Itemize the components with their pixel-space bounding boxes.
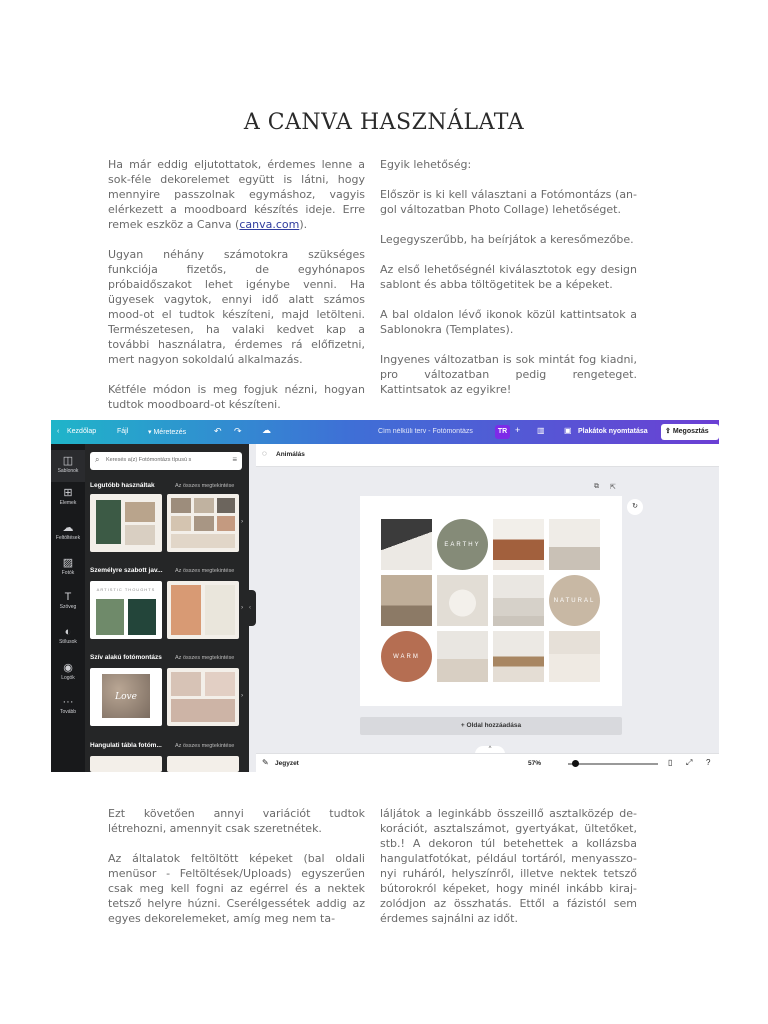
paragraph: Egyik lehetőség: bbox=[380, 158, 472, 171]
cloud-save-icon: ☁ bbox=[262, 425, 271, 435]
paragraph: A bal oldalon lévő ikonok közül kattintsatok a Sablonokra (Templates). bbox=[380, 308, 637, 336]
logo-icon: ◉ bbox=[63, 662, 73, 674]
templates-icon: ◫ bbox=[62, 455, 74, 467]
more-icon: ··· bbox=[62, 696, 74, 708]
rail-label: Szöveg bbox=[59, 604, 77, 610]
animate-icon: ◌ bbox=[262, 449, 267, 458]
document-title[interactable]: Cím nélküli terv - Fotómontázs bbox=[378, 428, 473, 435]
collage-photo[interactable] bbox=[493, 575, 544, 626]
notes-icon: ✎ bbox=[262, 758, 269, 767]
thumb-image bbox=[217, 516, 235, 531]
thumb-image bbox=[125, 502, 155, 522]
section-title: Személyre szabott jav... bbox=[90, 567, 163, 574]
animate-button[interactable]: Animálás bbox=[276, 451, 305, 458]
thumb-image bbox=[205, 585, 235, 635]
collage-badge-earthy[interactable] bbox=[437, 519, 488, 570]
design-page[interactable] bbox=[360, 496, 622, 706]
text-column-left-top bbox=[108, 157, 365, 427]
carousel-next-icon[interactable]: › bbox=[241, 692, 244, 699]
search-placeholder: Keresés a(z) Fotómontázs típusú s bbox=[106, 457, 192, 463]
collage-photo[interactable] bbox=[549, 519, 600, 570]
rail-templates[interactable] bbox=[51, 450, 85, 482]
avatar[interactable]: TR bbox=[495, 425, 510, 439]
thumb-image bbox=[171, 585, 201, 635]
text-icon: T bbox=[64, 591, 72, 603]
resize-menu[interactable]: ▾ Méretezés bbox=[148, 429, 187, 436]
section-title: Szív alakú fotómontázs bbox=[90, 654, 162, 661]
thumb-image bbox=[217, 498, 235, 513]
text-column-right-bottom bbox=[380, 806, 637, 941]
refresh-icon[interactable]: ↻ bbox=[627, 499, 643, 515]
badge-text: WARM bbox=[393, 653, 420, 660]
collage-photo[interactable] bbox=[381, 575, 432, 626]
palette-icon: ◐ bbox=[64, 626, 72, 638]
paragraph: Az első lehetőségnél kiválasztotok egy design sablont és abba töltögetitek be a képeket. bbox=[380, 263, 637, 291]
collage-photo[interactable] bbox=[493, 519, 544, 570]
rail-label: Sablonok bbox=[57, 468, 79, 474]
collage-badge-warm[interactable] bbox=[381, 631, 432, 682]
rail-photos[interactable] bbox=[51, 556, 85, 576]
resize-label: Méretezés bbox=[153, 429, 187, 436]
upload-icon: ☁ bbox=[62, 522, 74, 534]
badge-text: EARTHY bbox=[444, 541, 481, 548]
template-thumbnail[interactable] bbox=[167, 756, 239, 772]
collage-photo[interactable] bbox=[381, 519, 432, 570]
paragraph: láljátok a leginkább összeillő asztalközép de-korációt, asztalszámot, gyertyákat, ültetőket, stb.! A dekoron túl betehettek a kollázsba hangulatfotókat, például tortáról, menyasszo-nyi ruháról, helyszínről, illetve nektek tetsző bútorokról képeket, hogy minél inkább kiraj-zolódjon az összhatás. Ettől a fázistól sem érdemes sajnálni az időt. bbox=[380, 807, 637, 925]
filter-icon[interactable]: ≡ bbox=[232, 455, 237, 464]
paragraph-text: ). bbox=[299, 218, 308, 231]
paragraph bbox=[108, 157, 365, 232]
thumb-image bbox=[171, 498, 191, 513]
home-link[interactable]: Kezdőlap bbox=[67, 428, 97, 435]
template-thumbnail[interactable] bbox=[167, 581, 239, 639]
duplicate-page-icon[interactable]: ⧉ bbox=[594, 483, 599, 490]
canva-screenshot bbox=[51, 420, 719, 772]
thumb-image bbox=[171, 516, 191, 531]
see-all-link[interactable]: Az összes megtekintése bbox=[175, 743, 235, 749]
photo-icon: ▨ bbox=[62, 557, 74, 569]
template-thumbnail[interactable] bbox=[167, 668, 239, 726]
back-chevron-icon[interactable]: ‹ bbox=[57, 428, 60, 435]
carousel-next-icon[interactable]: › bbox=[241, 604, 244, 611]
share-button[interactable]: ⇪ Megosztás bbox=[661, 424, 719, 440]
see-all-link[interactable]: Az összes megtekintése bbox=[175, 655, 235, 661]
templates-panel bbox=[85, 444, 249, 772]
editor-toolbar bbox=[256, 444, 719, 467]
paragraph: Az általatok feltöltött képeket (bal oldali menüsor - Feltöltések/Uploads) egyszerűen csak meg kell fogni az egérrel és a nektek tetsző helyre húzni. Cserélgessétek addig az egyes dekorelemeket, amíg meg nem ta- bbox=[108, 852, 365, 925]
paragraph: Először is ki kell választani a Fotómontázs (an-gol változatban Photo Collage) lehetőséget. bbox=[380, 188, 637, 216]
text-column-right-top bbox=[380, 157, 637, 412]
thumb-image bbox=[171, 699, 235, 722]
collage-photo[interactable] bbox=[493, 631, 544, 682]
rail-label: Logók bbox=[61, 675, 75, 681]
thumb-text: Love bbox=[115, 692, 137, 702]
canva-link[interactable]: canva.com bbox=[239, 218, 300, 231]
rail-text[interactable] bbox=[51, 591, 85, 610]
thumb-image bbox=[194, 498, 214, 513]
thumb-image bbox=[171, 672, 201, 696]
template-thumbnail[interactable] bbox=[90, 581, 162, 639]
thumb-image bbox=[171, 534, 235, 548]
thumb-image bbox=[96, 500, 121, 544]
template-thumbnail[interactable] bbox=[167, 494, 239, 552]
rail-label: Feltöltések bbox=[55, 535, 81, 541]
canva-topbar bbox=[51, 420, 719, 444]
rail-styles[interactable] bbox=[51, 626, 85, 645]
section-title: Legutóbb használtak bbox=[90, 482, 155, 489]
thumb-image bbox=[125, 525, 155, 545]
collage-photo[interactable] bbox=[437, 575, 488, 626]
search-input[interactable] bbox=[90, 452, 242, 470]
undo-icon[interactable]: ↶ bbox=[214, 426, 222, 436]
fullscreen-icon[interactable]: ⤢ bbox=[686, 758, 693, 767]
paragraph: Ingyenes változatban is sok mintát fog kiadni, pro változatban pedig rengeteget. Kattintsatok az egyikre! bbox=[380, 353, 637, 396]
show-pages-chevron-icon[interactable]: ^ bbox=[475, 746, 505, 754]
template-thumbnail[interactable] bbox=[90, 494, 162, 552]
collage-badge-natural[interactable] bbox=[549, 575, 600, 626]
collage-photo[interactable] bbox=[549, 631, 600, 682]
see-all-link[interactable]: Az összes megtekintése bbox=[175, 483, 235, 489]
thumb-image bbox=[194, 516, 214, 531]
badge-text: NATURAL bbox=[553, 597, 596, 604]
file-menu[interactable]: Fájl bbox=[117, 428, 129, 435]
search-icon: ⌕ bbox=[95, 455, 100, 464]
see-all-link[interactable]: Az összes megtekintése bbox=[175, 568, 235, 574]
section-title: Hangulati tábla fotóm... bbox=[90, 742, 162, 749]
add-page-icon[interactable]: ⇱ bbox=[610, 484, 616, 491]
page-count-icon[interactable]: ▯ bbox=[668, 758, 673, 767]
elements-icon: ⊞ bbox=[63, 487, 73, 499]
thumb-image bbox=[96, 599, 124, 635]
collage-photo[interactable] bbox=[437, 631, 488, 682]
paragraph: Legegyszerűbb, ha beírjátok a keresőmezőbe. bbox=[380, 233, 634, 246]
canva-left-rail bbox=[51, 444, 85, 772]
rail-label: Stílusok bbox=[59, 639, 77, 645]
collapse-panel-handle[interactable]: ‹ bbox=[249, 590, 256, 626]
paragraph: Kétféle módon is meg fogjuk nézni, hogyan tudtok moodboard-ot készíteni. bbox=[108, 383, 365, 411]
rail-label: Elemek bbox=[59, 500, 77, 506]
text-column-left-bottom bbox=[108, 806, 365, 941]
help-icon[interactable]: ? bbox=[706, 758, 711, 767]
rail-label: Tovább bbox=[59, 709, 77, 715]
editor-bottombar bbox=[256, 753, 719, 772]
thumb-text: ARTISTIC THOUGHTS bbox=[96, 587, 156, 592]
zoom-level[interactable]: 57% bbox=[528, 760, 542, 767]
template-thumbnail[interactable] bbox=[90, 668, 162, 726]
zoom-slider[interactable] bbox=[568, 763, 658, 765]
print-icon: ▣ bbox=[564, 426, 572, 435]
paragraph: Ezt követően annyi variációt tudtok létrehozni, amennyit csak szeretnétek. bbox=[108, 807, 365, 835]
stats-icon[interactable]: ▥ bbox=[537, 426, 545, 435]
print-posters-button[interactable]: Plakátok nyomtatása bbox=[578, 428, 648, 435]
share-label: Megosztás bbox=[672, 428, 709, 435]
carousel-next-icon[interactable]: › bbox=[241, 518, 244, 525]
template-thumbnail[interactable] bbox=[90, 756, 162, 772]
rail-label: Fotók bbox=[61, 570, 75, 576]
add-person-icon[interactable]: + bbox=[515, 425, 521, 435]
notes-button[interactable]: Jegyzet bbox=[275, 760, 299, 767]
rail-logos[interactable] bbox=[51, 661, 85, 681]
paragraph-text: Ha már eddig eljutottatok, érdemes lenne a sok-féle dekorelemet együtt is látni, hogy mennyire passzolnak egymáshoz, vagyis elérkezett a moodboard készítés ideje. Erre remek eszköz a Canva ( bbox=[108, 158, 365, 231]
rail-elements[interactable] bbox=[51, 486, 85, 506]
redo-icon[interactable]: ↷ bbox=[234, 426, 242, 436]
paragraph: Ugyan néhány számotokra szükséges funkciója fizetős, de egyhónapos próbaidőszakot lehet igénybe venni. Ha ügyesek vagytok, ennyi idő alatt számos mood-ot el tudtok készíteni, majd letölteni. Természetesen, ha valaki kedvet kap a további használatra, érdemes rá előfizetni, mert nagyon sokoldalú alkalmazás. bbox=[108, 248, 365, 366]
add-page-button[interactable]: + Oldal hozzáadása bbox=[360, 717, 622, 735]
zoom-slider-handle[interactable] bbox=[572, 760, 579, 767]
page-title: A CANVA HASZNÁLATA bbox=[243, 110, 525, 135]
rail-more[interactable] bbox=[51, 696, 85, 715]
thumb-image bbox=[205, 672, 235, 696]
rail-uploads[interactable] bbox=[51, 521, 85, 541]
thumb-image bbox=[128, 599, 156, 635]
